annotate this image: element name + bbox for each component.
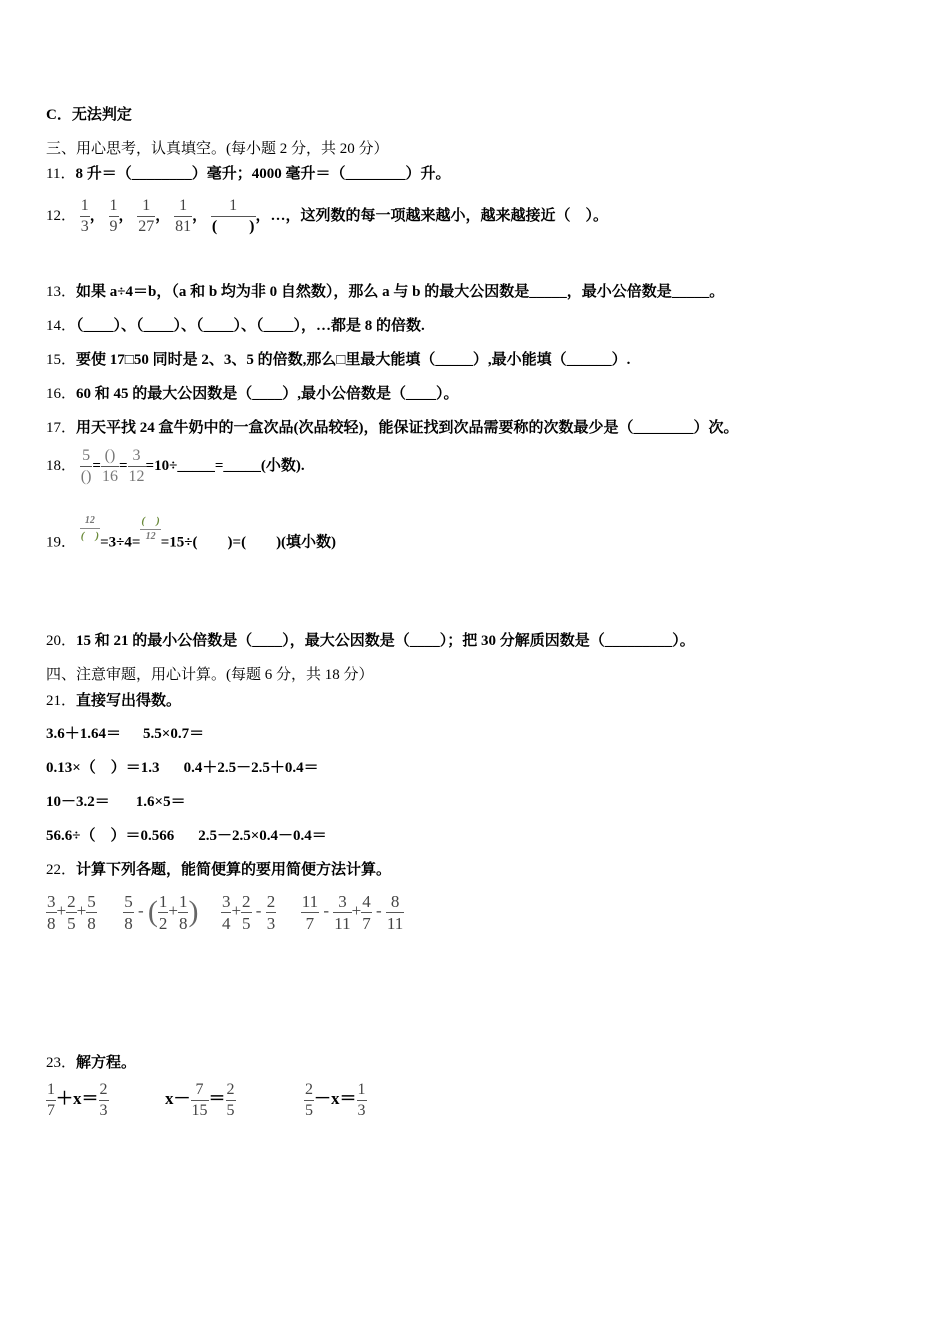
- question-number: 15．: [46, 352, 77, 368]
- fraction-3-12: $\frac{3}{12}$: [128, 447, 145, 485]
- calc-row: 56.6÷（ ）＝0.566 2.5－2.5×0.4－0.4＝: [46, 828, 327, 844]
- equation-1: $\frac{1}{7}$ ＋x＝ $\frac{2}{3}$: [47, 1081, 108, 1119]
- question-text: =10÷_____=_____(小数).: [145, 457, 305, 474]
- question-17: [46, 416, 739, 437]
- question-15: [46, 348, 630, 369]
- question-21: [46, 689, 181, 710]
- question-number: 12．: [46, 207, 77, 224]
- question-number: 23．: [46, 1055, 77, 1071]
- question-text: ，…，这列数的每一项越来越小，越来越接近（ ）。: [255, 207, 609, 224]
- question-number: 18．: [46, 457, 77, 474]
- expression-1: $\frac{3}{8}$ + $\frac{2}{5}$ + $\frac{5}{8}$: [47, 892, 96, 933]
- question-number: 20．: [46, 633, 77, 649]
- question-text: 15 和 21 的最小公倍数是（____），最大公因数是（____）；把 30 分解质因数是（_________）。: [76, 633, 695, 649]
- question-number: 22．: [46, 862, 77, 878]
- fraction-12-blank: $\frac{12}{( )}$: [80, 515, 100, 542]
- fraction-blank-16: $\frac{()}{16}$: [101, 447, 118, 485]
- expression-4: $\frac{11}{7}$ - $\frac{3}{11}$ + $\frac{4}{7}$ - $\frac{8}{11}$: [301, 892, 404, 933]
- section-4-title: 四、注意审题，用心计算。(每题 6 分，共 18 分）: [46, 667, 374, 683]
- question-23-equations: [46, 1082, 367, 1119]
- fraction-1-9: $\frac{1}{9}$: [109, 197, 118, 235]
- question-number: 21．: [46, 693, 77, 709]
- question-text: =15÷( )=( )(填小数): [160, 534, 337, 551]
- equation-2: x－ $\frac{7}{15}$ ＝ $\frac{2}{5}$: [165, 1081, 235, 1119]
- section-3-title: 三、用心思考，认真填空。(每小题 2 分，共 20 分）: [46, 141, 389, 157]
- fraction-5-blank: $\frac{5}{()}$: [80, 447, 92, 485]
- question-13: [46, 280, 724, 301]
- question-title: 解方程。: [76, 1055, 137, 1071]
- calc-row: 10－3.2＝ 1.6×5＝: [46, 794, 186, 810]
- question-text: 8 升＝（________）毫升；4000 毫升＝（________）升。: [75, 166, 451, 182]
- question-22: [46, 858, 391, 879]
- question-number: 16．: [46, 386, 77, 402]
- question-number: 17．: [46, 420, 77, 436]
- question-12: 12． $\frac{1}{3}$ ， $\frac{1}{9}$ ， $\frac{1}{27}$ ， $\frac{1}{81}$ ， $\frac{1}{( )}$ ，…，这列数的每一项越来越小，越来越接近（ ）。: [46, 197, 609, 235]
- question-22-expressions: [46, 893, 404, 932]
- fraction-blank-12: $\frac{( )}{12}$: [141, 515, 160, 542]
- question-18: 18． $\frac{5}{()}$ = $\frac{()}{16}$ = $\frac{3}{12}$ =10÷_____=_____(小数).: [46, 447, 305, 485]
- question-number: 19．: [46, 534, 77, 551]
- expression-3: $\frac{3}{4}$ + $\frac{2}{5}$ - $\frac{2}{3}$: [221, 892, 276, 933]
- question-14: [46, 314, 425, 335]
- fraction-1-81: $\frac{1}{81}$: [175, 197, 192, 235]
- question-20: [46, 629, 695, 650]
- calc-row: 0.13×（ ）＝1.3 0.4＋2.5－2.5＋0.4＝: [46, 760, 319, 776]
- question-11: [46, 162, 450, 183]
- question-text: 如果 a÷4＝b，（a 和 b 均为非 0 自然数），那么 a 与 b 的最大公因数是_____，最小公倍数是_____。: [76, 284, 725, 300]
- question-text: （____）、（____）、（____）、（____），…都是 8 的倍数.: [76, 318, 425, 334]
- question-number: 11．: [46, 166, 76, 182]
- question-16: [46, 382, 459, 403]
- fraction-1-3: $\frac{1}{3}$: [80, 197, 89, 235]
- question-title: 计算下列各题，能简便算的要用简便方法计算。: [76, 862, 392, 878]
- question-text: 60 和 45 的最大公因数是（____）,最小公倍数是（____）。: [76, 386, 459, 402]
- question-19: 19． $\frac{12}{( )}$ =3÷4= $\frac{( )}{12}$ =15÷( )=( )(填小数): [46, 515, 337, 551]
- expression-2: $\frac{5}{8}$ - ( $\frac{1}{2}$ + $\frac{1}{8}$ ): [124, 892, 199, 933]
- equation-3: $\frac{2}{5}$ －x＝ $\frac{1}{3}$: [305, 1081, 366, 1119]
- question-number: 13．: [46, 284, 77, 300]
- question-text: 用天平找 24 盒牛奶中的一盒次品(次品较轻)，能保证找到次品需要称的次数最少是（________）次。: [76, 420, 739, 436]
- question-title: 直接写出得数。: [76, 693, 182, 709]
- question-text: 要使 17□50 同时是 2、3、5 的倍数,那么□里最大能填（_____）,最小能填（______）.: [76, 352, 631, 368]
- calc-row: 3.6＋1.64＝ 5.5×0.7＝: [46, 726, 205, 742]
- question-number: 14．: [46, 318, 77, 334]
- question-23: [46, 1051, 136, 1072]
- fraction-1-blank: $\frac{1}{( )}$: [211, 197, 255, 235]
- fraction-1-27: $\frac{1}{27}$: [138, 197, 155, 235]
- option-c: C．无法判定: [46, 107, 132, 123]
